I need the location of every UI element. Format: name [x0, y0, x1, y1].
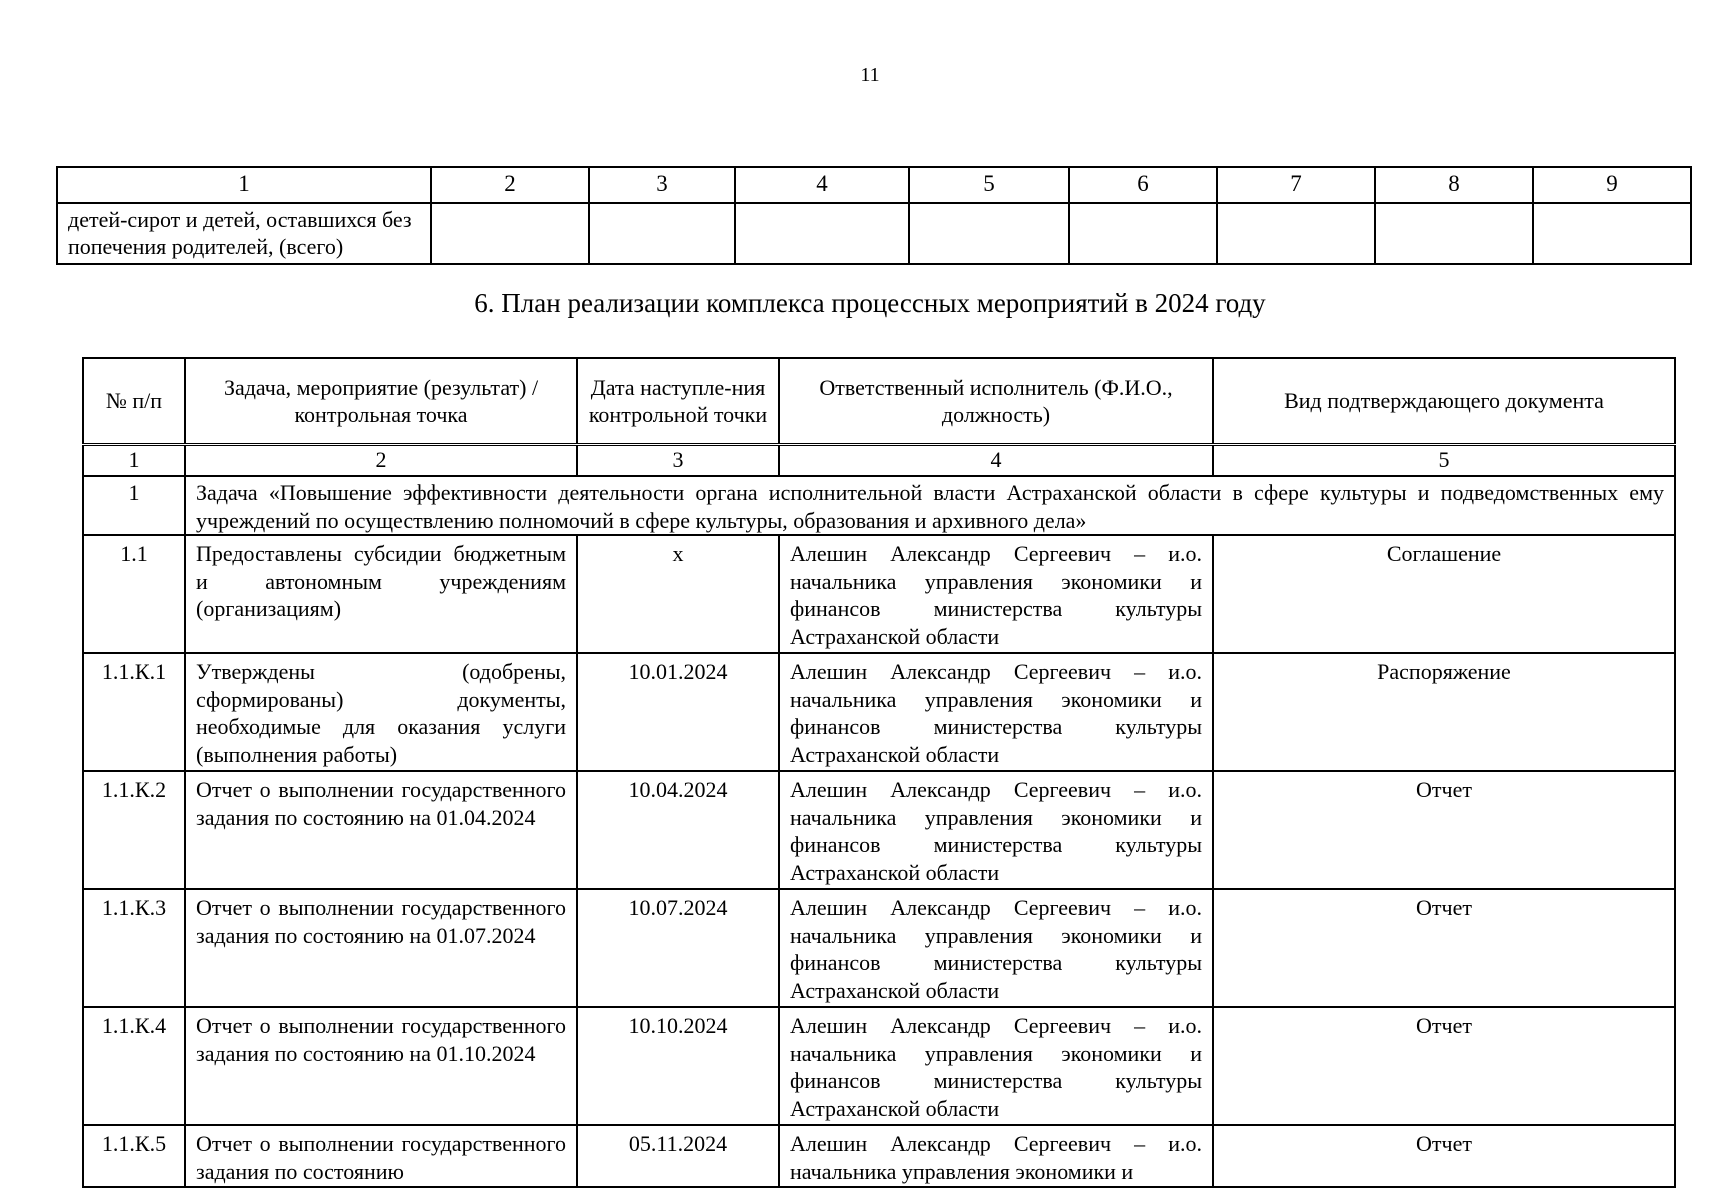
- empty-cell: [589, 203, 735, 264]
- row-task: Отчет о выполнении государственного задания по состоянию на 01.10.2024: [185, 1007, 577, 1125]
- row-number: 1.1.К.3: [83, 889, 185, 1007]
- row-number: 1.1: [83, 535, 185, 653]
- task-text: Задача «Повышение эффективности деятельности органа исполнительной власти Астраханской области в сфере культуры и подведомственных ему учреждений по осуществлению полномочий в сфере культуры, образования и архивного дела»: [185, 476, 1675, 535]
- empty-cell: [735, 203, 909, 264]
- column-number: 2: [185, 445, 577, 477]
- row-task: Утверждены (одобрены, сформированы) документы, необходимые для оказания услуги (выполнения работы): [185, 653, 577, 771]
- row-task: Отчет о выполнении государственного задания по состоянию на 01.04.2024: [185, 771, 577, 889]
- empty-cell: [1533, 203, 1691, 264]
- row-date: 10.04.2024: [577, 771, 779, 889]
- column-number: 7: [1217, 167, 1375, 203]
- row-date: 10.10.2024: [577, 1007, 779, 1125]
- empty-cell: [431, 203, 589, 264]
- plan-table: [82, 357, 1676, 1188]
- row-document: Соглашение: [1213, 535, 1675, 653]
- row-document: Отчет: [1213, 889, 1675, 1007]
- row-task: Предоставлены субсидии бюджетным и автономным учреждениям (организациям): [185, 535, 577, 653]
- column-number: 6: [1069, 167, 1217, 203]
- row-task: Отчет о выполнении государственного задания по состоянию: [185, 1125, 577, 1187]
- column-number-row: [57, 167, 1691, 203]
- table-row: [83, 1125, 1675, 1187]
- table-row: [57, 203, 1691, 264]
- empty-cell: [909, 203, 1069, 264]
- task-number: 1: [83, 476, 185, 535]
- row-number: 1.1.К.2: [83, 771, 185, 889]
- table-row: [83, 771, 1675, 889]
- column-number: 5: [909, 167, 1069, 203]
- column-number: 5: [1213, 445, 1675, 477]
- column-number: 3: [577, 445, 779, 477]
- task-row: [83, 476, 1675, 535]
- header-date: Дата наступле-ния контрольной точки: [577, 358, 779, 445]
- row-label: детей-сирот и детей, оставшихся без попечения родителей, (всего): [57, 203, 431, 264]
- continuation-table: [56, 166, 1692, 265]
- column-number: 1: [83, 445, 185, 477]
- header-executor: Ответственный исполнитель (Ф.И.О., должность): [779, 358, 1213, 445]
- column-number: 1: [57, 167, 431, 203]
- column-number: 2: [431, 167, 589, 203]
- column-number: 9: [1533, 167, 1691, 203]
- column-number: 3: [589, 167, 735, 203]
- section-title: 6. План реализации комплекса процессных мероприятий в 2024 году: [474, 288, 1266, 318]
- column-number: 4: [735, 167, 909, 203]
- empty-cell: [1375, 203, 1533, 264]
- row-document: Отчет: [1213, 771, 1675, 889]
- column-number-row: [83, 445, 1675, 477]
- table-row: [83, 1007, 1675, 1125]
- empty-cell: [1069, 203, 1217, 264]
- row-date: х: [577, 535, 779, 653]
- row-number: 1.1.К.1: [83, 653, 185, 771]
- row-task: Отчет о выполнении государственного задания по состоянию на 01.07.2024: [185, 889, 577, 1007]
- header-num: № п/п: [83, 358, 185, 445]
- row-executor: Алешин Александр Сергеевич – и.о. начальника управления экономики и финансов министерства культуры Астраханской области: [779, 1007, 1213, 1125]
- row-date: 10.01.2024: [577, 653, 779, 771]
- header-task: Задача, мероприятие (результат) / контрольная точка: [185, 358, 577, 445]
- empty-cell: [1217, 203, 1375, 264]
- table-row: [83, 653, 1675, 771]
- row-document: Распоряжение: [1213, 653, 1675, 771]
- row-executor: Алешин Александр Сергеевич – и.о. начальника управления экономики и финансов министерства культуры Астраханской области: [779, 771, 1213, 889]
- header-doc: Вид подтверждающего документа: [1213, 358, 1675, 445]
- page-number: 11: [860, 64, 880, 86]
- column-number: 8: [1375, 167, 1533, 203]
- table-row: [83, 535, 1675, 653]
- row-executor: Алешин Александр Сергеевич – и.о. начальника управления экономики и: [779, 1125, 1213, 1187]
- row-executor: Алешин Александр Сергеевич – и.о. начальника управления экономики и финансов министерства культуры Астраханской области: [779, 535, 1213, 653]
- header-row: [83, 358, 1675, 445]
- row-date: 05.11.2024: [577, 1125, 779, 1187]
- column-number: 4: [779, 445, 1213, 477]
- row-document: Отчет: [1213, 1125, 1675, 1187]
- table-row: [83, 889, 1675, 1007]
- row-number: 1.1.К.4: [83, 1007, 185, 1125]
- row-date: 10.07.2024: [577, 889, 779, 1007]
- row-document: Отчет: [1213, 1007, 1675, 1125]
- row-executor: Алешин Александр Сергеевич – и.о. начальника управления экономики и финансов министерства культуры Астраханской области: [779, 653, 1213, 771]
- row-executor: Алешин Александр Сергеевич – и.о. начальника управления экономики и финансов министерства культуры Астраханской области: [779, 889, 1213, 1007]
- row-number: 1.1.К.5: [83, 1125, 185, 1187]
